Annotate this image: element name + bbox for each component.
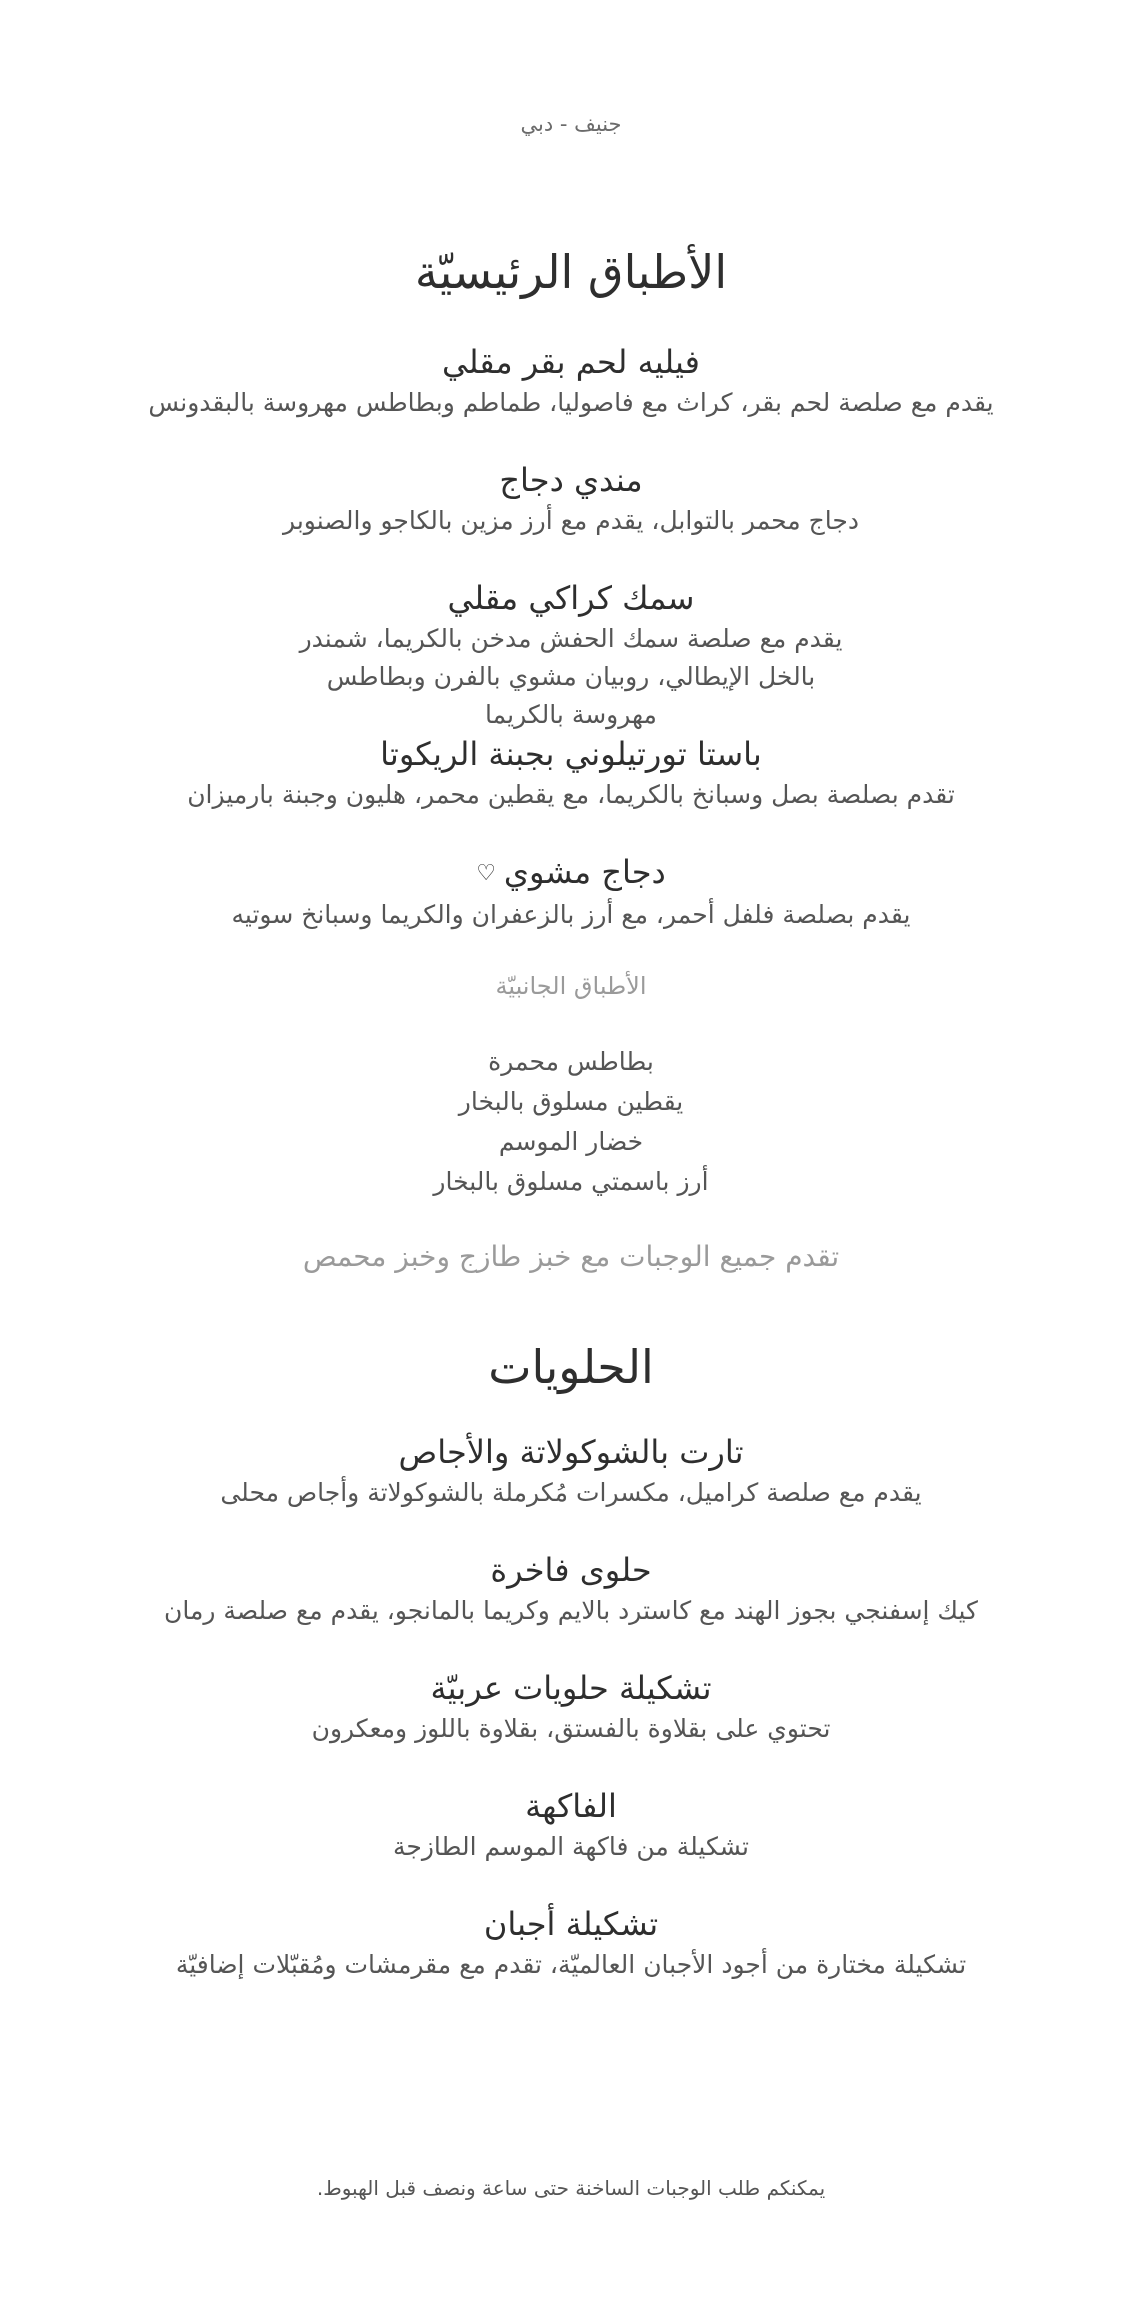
dish-description: دجاج محمر بالتوابل، يقدم مع أرز مزين بالكاجو والصنوبر: [283, 506, 859, 535]
main-dish-item: [60, 576, 1082, 734]
dish-name: تارت بالشوكولاتة والأجاص: [398, 1433, 744, 1471]
dessert-item: [60, 1430, 1082, 1512]
main-dish-item: [60, 732, 1082, 814]
sides-title: الأطباق الجانبيّة: [495, 972, 647, 1000]
side-item: بطاطس محمرة: [488, 1047, 654, 1076]
dish-name: تشكيلة حلويات عربيّة: [430, 1669, 712, 1707]
dessert-item: [60, 1902, 1082, 1984]
dish-name: الفاكهة: [525, 1787, 617, 1825]
dish-description: تحتوي على بقلاوة بالفستق، بقلاوة باللوز ومعكرون: [311, 1714, 831, 1743]
dish-name: مندي دجاج: [499, 461, 643, 499]
dish-name: سمك كراكي مقلي: [447, 579, 695, 617]
main-dish-item: [60, 458, 1082, 540]
side-item: خضار الموسم: [498, 1127, 644, 1156]
dish-name-row: [60, 850, 1082, 896]
dish-description: تشكيلة مختارة من أجود الأجبان العالميّة، تقدم مع مقرمشات ومُقبّلات إضافيّة: [175, 1950, 967, 1979]
dish-name: حلوى فاخرة: [490, 1551, 652, 1589]
dish-description: تقدم بصلصة بصل وسبانخ بالكريما، مع يقطين محمر، هليون وجبنة بارميزان: [187, 780, 955, 809]
dish-name: تشكيلة أجبان: [483, 1905, 659, 1943]
dessert-item: [60, 1548, 1082, 1630]
dish-description: كيك إسفنجي بجوز الهند مع كاسترد بالايم وكريما بالمانجو، يقدم مع صلصة رمان: [164, 1596, 978, 1625]
heart-icon: ♡: [476, 861, 496, 886]
side-item: يقطين مسلوق بالبخار: [458, 1087, 684, 1116]
main-dish-item: [60, 850, 1082, 934]
dish-name: دجاج مشوي: [503, 853, 666, 891]
dish-description: يقدم بصلصة فلفل أحمر، مع أرز بالزعفران والكريما وسبانخ سوتيه: [231, 900, 911, 929]
sides-list: [0, 1042, 1142, 1202]
dish-description: يقدم مع صلصة لحم بقر، كراث مع فاصوليا، طماطم وبطاطس مهروسة بالبقدونس: [148, 388, 994, 417]
dish-description: تشكيلة من فاكهة الموسم الطازجة: [392, 1832, 750, 1861]
bread-note: تقدم جميع الوجبات مع خبز طازج وخبز محمص: [302, 1240, 840, 1273]
dish-description: يقدم مع صلصة سمك الحفش مدخن بالكريما، شمندر بالخل الإيطالي، روبيان مشوي بالفرن وبطاطس مهروسة بالكريما: [299, 624, 843, 729]
dish-name: باستا تورتيلوني بجبنة الريكوتا: [380, 735, 762, 773]
dessert-item: [60, 1666, 1082, 1748]
desserts-title: الحلويات: [488, 1340, 654, 1394]
dessert-item: [60, 1784, 1082, 1866]
main-dish-item: [60, 340, 1082, 422]
dish-name: فيليه لحم بقر مقلي: [442, 343, 700, 381]
footer-note: يمكنكم طلب الوجبات الساخنة حتى ساعة ونصف قبل الهبوط.: [316, 2176, 826, 2200]
mains-title: الأطباق الرئيسيّة: [414, 245, 728, 299]
dish-description: يقدم مع صلصة كراميل، مكسرات مُكرملة بالشوكولاتة وأجاص محلى: [220, 1478, 922, 1507]
side-item: أرز باسمتي مسلوق بالبخار: [433, 1167, 709, 1196]
flight-route: جنيف - دبي: [520, 112, 622, 136]
